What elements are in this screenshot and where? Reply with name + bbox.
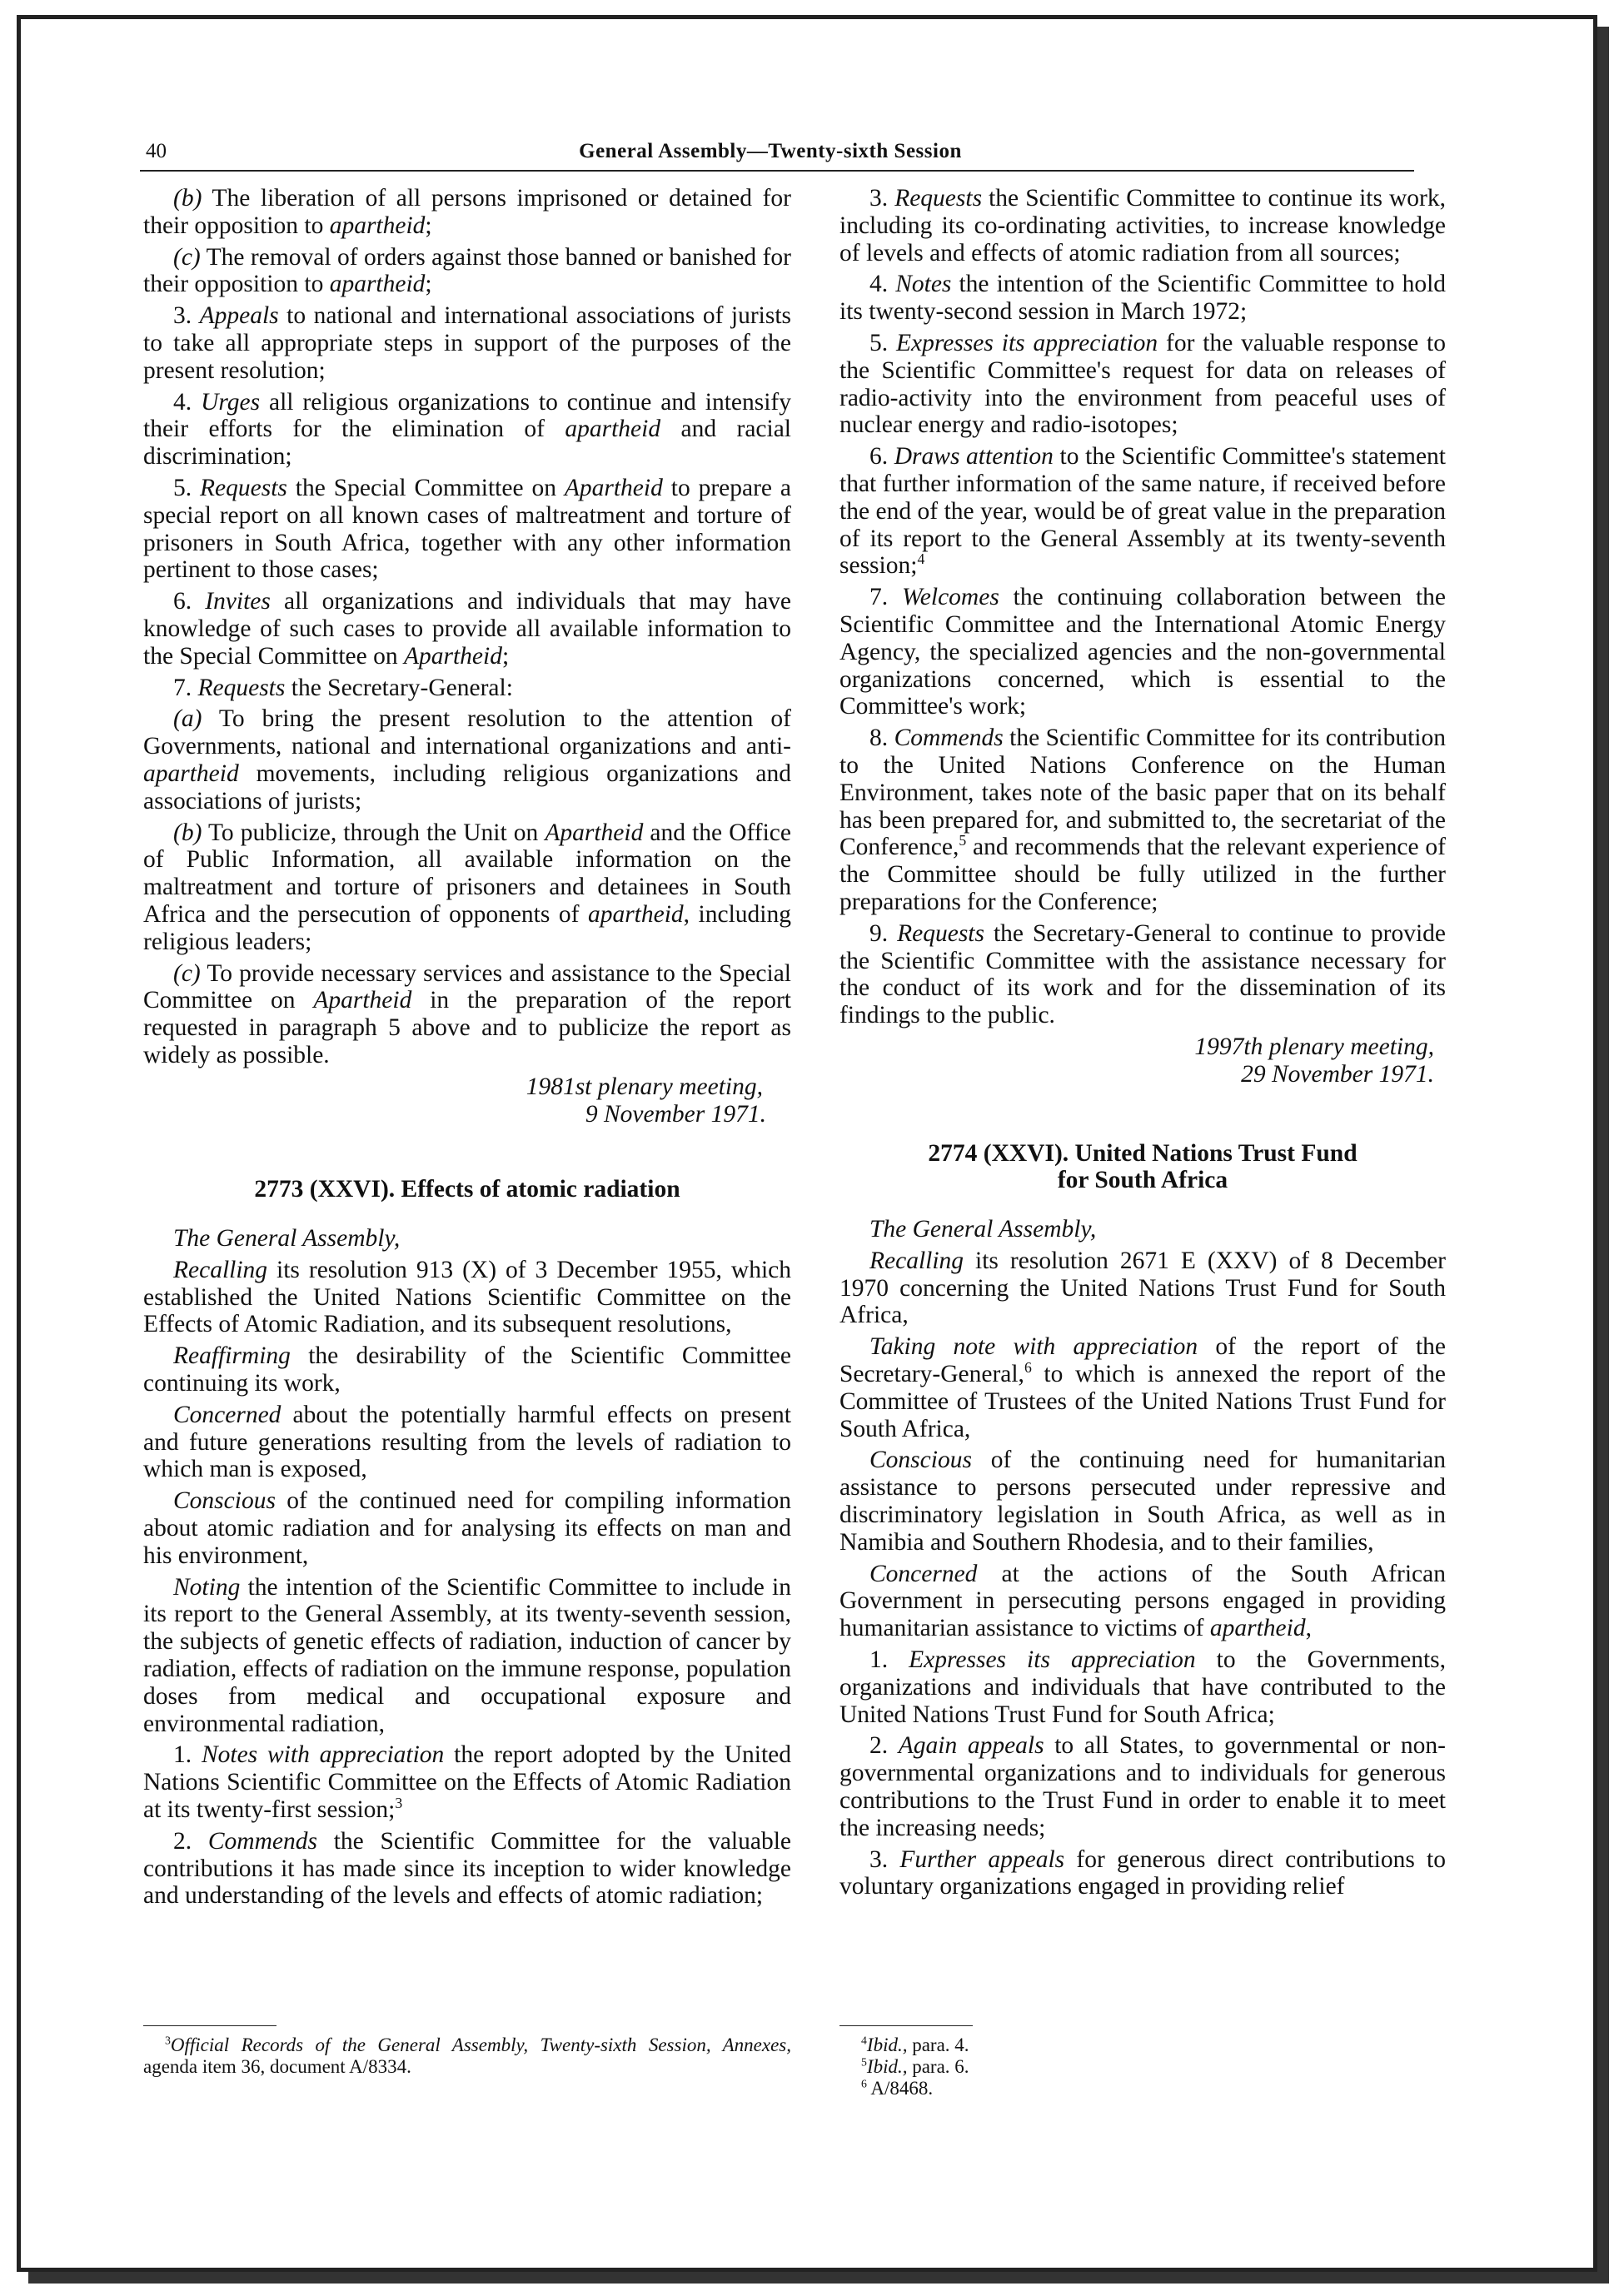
meeting-date: 29 November 1971. bbox=[1241, 1060, 1434, 1088]
resolution-title-2773: 2773 (XXVI). Effects of atomic radiation bbox=[254, 1176, 680, 1203]
paragraph: (b) The liberation of all persons imprisoned or detained for their opposition to apartheid; bbox=[143, 185, 791, 239]
footnote-3: $^3$Official Records of the General Assembly, Twenty-sixth Session, Annexes, agenda item 36, document A/8334. bbox=[143, 2034, 791, 2077]
resolution-title-2774-line2: for South Africa bbox=[1057, 1167, 1228, 1194]
opening-line: The General Assembly, bbox=[173, 1225, 401, 1253]
paragraph: Noting the intention of the Scientific Committee to include in its report to the General Assembly, at its twenty-seventh session, the subjects of genetic effects of radiation, induction of cancer by radiation, effects of radiation on the immune response, population doses from medical and occupational exposure and environmental radiation, bbox=[143, 1573, 791, 1737]
footnotes-left bbox=[143, 2025, 791, 2078]
paragraph: 6. Invites all organizations and individuals that may have knowledge of such cases to provide all available information to the Special Committee on Apartheid; bbox=[143, 588, 791, 670]
footnote-ref: 4 bbox=[917, 550, 925, 568]
paragraph: Concerned at the actions of the South African Government in persecuting persons engaged in providing humanitarian assistance to victims of apartheid, bbox=[839, 1560, 1446, 1642]
footnote-ref: 3 bbox=[395, 1795, 403, 1812]
paragraph: Taking note with appreciation of the report of the Secretary-General,$^6$ to which is annexed the report of the Committee of Trustees of the United Nations Trust Fund for South Africa, bbox=[839, 1333, 1446, 1442]
paragraph: (b) To publicize, through the Unit on Apartheid and the Office of Public Information, all available information on the maltreatment and torture of prisoners and detainees in South Africa and the persecution of opponents of apartheid, including religious leaders; bbox=[143, 819, 791, 955]
footnote-5: $^5$Ibid., para. 6. bbox=[861, 2055, 969, 2077]
paragraph: (c) To provide necessary services and assistance to the Special Committee on Apartheid in the preparation of the report requested in paragraph 5 above and to publicize the report as widely as possible. bbox=[143, 959, 792, 1068]
footnote-4: $^4$Ibid., para. 4. bbox=[861, 2034, 969, 2055]
meeting-signature: 1997th plenary meeting, bbox=[1194, 1033, 1434, 1060]
resolution-title-2774: 2774 (XXVI). United Nations Trust Fund bbox=[928, 1139, 1357, 1167]
paragraph: 7. Requests the Secretary-General: bbox=[173, 674, 513, 701]
paragraph: Recalling its resolution 913 (X) of 3 December 1955, which established the United Nations Scientific Committee on the Effects of Atomic Radiation, and its subsequent resolutions, bbox=[143, 1256, 791, 1338]
paragraph: (a) To bring the present resolution to the attention of Governments, national and international organizations and anti-apartheid movements, including religious organizations and associations of jurists; bbox=[143, 705, 791, 814]
paragraph: 9. Requests the Secretary-General to continue to provide the Scientific Committee with the assistance necessary for the conduct of its work and for the dissemination of its findings to the public. bbox=[839, 919, 1446, 1029]
paragraph: Concerned about the potentially harmful effects on present and future generations resulting from the levels of radiation to which man is exposed, bbox=[143, 1401, 791, 1483]
paragraph: 1. Expresses its appreciation to the Governments, organizations and individuals that have contributed to the United Nations Trust Fund for South Africa; bbox=[839, 1646, 1446, 1728]
paragraph: 5. Expresses its appreciation for the valuable response to the Scientific Committee's request for data on releases of radio-activity into the environment from peaceful uses of nuclear energy and radio-isotopes; bbox=[839, 329, 1446, 439]
running-title: General Assembly—Twenty-sixth Session bbox=[579, 140, 962, 162]
footnote-ref: 5 bbox=[959, 832, 967, 849]
right-column bbox=[839, 185, 1446, 1905]
paragraph: Recalling its resolution 2671 E (XXV) of 8 December 1970 concerning the United Nations Trust Fund for South Africa, bbox=[839, 1247, 1446, 1329]
paragraph: 3. Appeals to national and international associations of jurists to take all appropriate steps in support of the purposes of the present resolution; bbox=[143, 302, 792, 384]
footnotes-right bbox=[839, 2025, 1446, 2099]
paragraph: 2. Commends the Scientific Committee for the valuable contributions it has made since its inception to wider knowledge and understanding of the levels and effects of atomic radiation; bbox=[143, 1827, 791, 1910]
header-rule bbox=[140, 170, 1414, 172]
footnote-6: $^6$ A/8468. bbox=[861, 2077, 934, 2099]
opening-line: The General Assembly, bbox=[869, 1216, 1097, 1243]
footnote-ref: 6 bbox=[1024, 1359, 1032, 1377]
paragraph: 1. Notes with appreciation the report adopted by the United Nations Scientific Committee on the Effects of Atomic Radiation at its twenty-first session;$^3$ bbox=[143, 1741, 791, 1824]
paragraph: 3. Requests the Scientific Committee to continue its work, including its co-ordinating activities, to increase knowledge of levels and effects of atomic radiation from all sources; bbox=[839, 185, 1447, 266]
paragraph: 2. Again appeals to all States, to governmental or non-governmental organizations and to individuals for generous contributions to the Trust Fund in order to enable it to meet the increasing needs; bbox=[839, 1732, 1446, 1841]
paragraph: Reaffirming the desirability of the Scientific Committee continuing its work, bbox=[143, 1342, 791, 1397]
paragraph: 3. Further appeals for generous direct contributions to voluntary organizations engaged in providing relief bbox=[839, 1845, 1447, 1900]
paragraph: 4. Urges all religious organizations to continue and intensify their efforts for the elimination of apartheid and racial discrimination; bbox=[143, 388, 792, 471]
paragraph: 8. Commends the Scientific Committee for its contribution to the United Nations Conference on the Human Environment, takes note of the basic paper that on its behalf has been prepared for, and submitted to, the secretariat of the Conference,$^5$ and recommends that the relevant experience of the Committee should be fully utilized in the further preparations for the Conference; bbox=[839, 725, 1447, 915]
paragraph: (c) The removal of orders against those banned or banished for their opposition to apartheid; bbox=[143, 243, 791, 298]
paragraph: 5. Requests the Special Committee on Apartheid to prepare a special report on all known cases of maltreatment and torture of prisoners in South Africa, together with any other information pertinent to those cases; bbox=[143, 474, 792, 584]
paragraph: 6. Draws attention to the Scientific Committee's statement that further information of the same nature, if received before the end of the year, would be of great value in the preparation of its report to the General Assembly at its twenty-seventh session;$^4$ bbox=[839, 443, 1446, 580]
paragraph: 7. Welcomes the continuing collaboration between the Scientific Committee and the International Atomic Energy Agency, the specialized agencies and the non-governmental organizations concerned, which is essential to the Committee's work; bbox=[839, 584, 1447, 720]
page-number: 40 bbox=[146, 140, 167, 162]
footnote-rule bbox=[143, 2025, 276, 2026]
paragraph: Conscious of the continued need for compiling information about atomic radiation and for analysing its effects on man and his environment, bbox=[143, 1487, 791, 1569]
left-column bbox=[143, 185, 791, 1914]
footnote-rule bbox=[839, 2025, 973, 2026]
paragraph: 4. Notes the intention of the Scientific Committee to hold its twenty-second session in March 1972; bbox=[839, 271, 1447, 326]
page-header bbox=[125, 137, 1416, 170]
paragraph: Conscious of the continuing need for humanitarian assistance to persons persecuted under repressive and discriminatory legislation in South Africa, as well as in Namibia and Southern Rhodesia, and to their families, bbox=[839, 1447, 1446, 1556]
meeting-signature: 1981st plenary meeting, bbox=[526, 1073, 763, 1100]
meeting-date: 9 November 1971. bbox=[585, 1100, 766, 1128]
